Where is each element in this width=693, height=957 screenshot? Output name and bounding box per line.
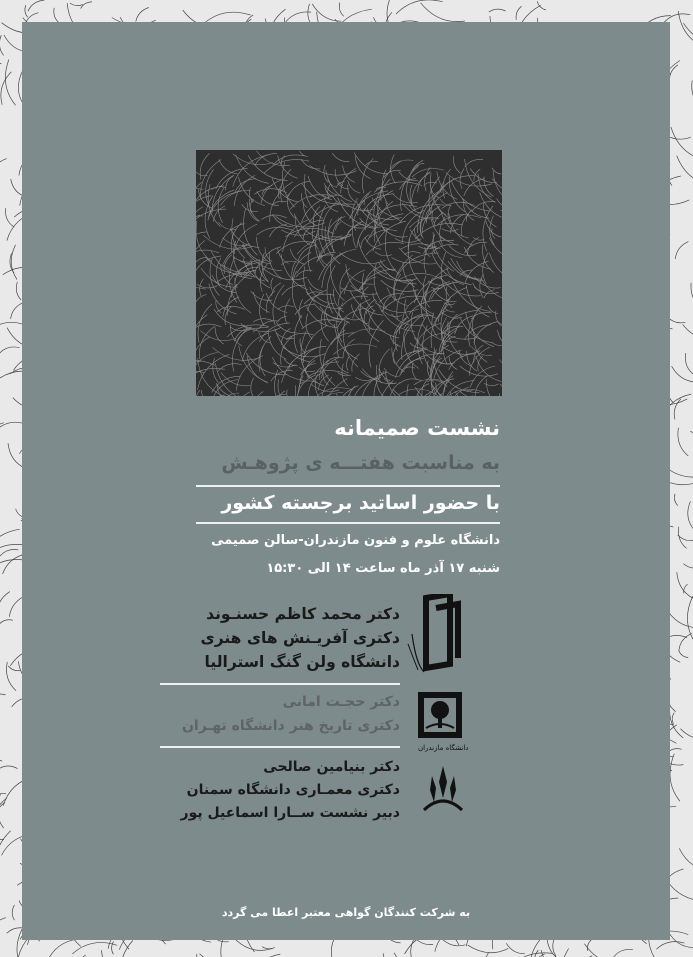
certificate-notice: به شرکت کنندگان گواهی معتبر اعطا می گردد <box>221 906 471 919</box>
divider <box>196 522 500 524</box>
mazandaran-university-logo <box>416 690 469 754</box>
speaker-block <box>201 602 401 674</box>
event-subtitle: به مناسبت هفتـــه ی پژوهـش <box>221 452 500 474</box>
guests-line: با حضور اساتید برجسته کشور <box>221 492 500 514</box>
speaker-name: دکتر محمد کاظم حسنـوند <box>206 605 400 623</box>
moderator-line: دبیر نشست ســارا اسماعیل پور <box>180 805 400 821</box>
speaker-block <box>181 756 400 825</box>
tarbiat-modares-logo <box>418 762 468 826</box>
speaker-degree: دکتری آفریـنش های هنری <box>200 629 400 647</box>
venue-text: دانشگاه علوم و فنون مازندران-سالن صمیمی <box>211 533 500 548</box>
speaker-block <box>182 690 400 738</box>
speaker-name: دکتر بنیامین صالحی <box>263 759 400 775</box>
event-title: نشست صمیمانه <box>334 416 500 440</box>
divider <box>196 485 500 487</box>
date-time-text: شنبه ۱۷ آذر ماه ساعت ۱۴ الی ۱۵:۳۰ <box>266 561 500 576</box>
speaker-degree: دکتری معمـاری دانشگاه سمنان <box>186 782 400 798</box>
artwork-image <box>196 150 502 396</box>
poster-panel <box>22 22 670 940</box>
speaker-affiliation: دانشگاه ولن گنگ استرالیا <box>204 653 400 671</box>
logo-caption: دانشگاه مازندران <box>418 744 469 752</box>
divider <box>160 746 400 748</box>
divider <box>160 683 400 685</box>
speaker-degree: دکتری تاریخ هنر دانشگاه تهـران <box>181 718 400 734</box>
speaker-name: دکتر حجـت امانی <box>282 694 400 710</box>
science-tech-university-logo <box>406 594 468 678</box>
